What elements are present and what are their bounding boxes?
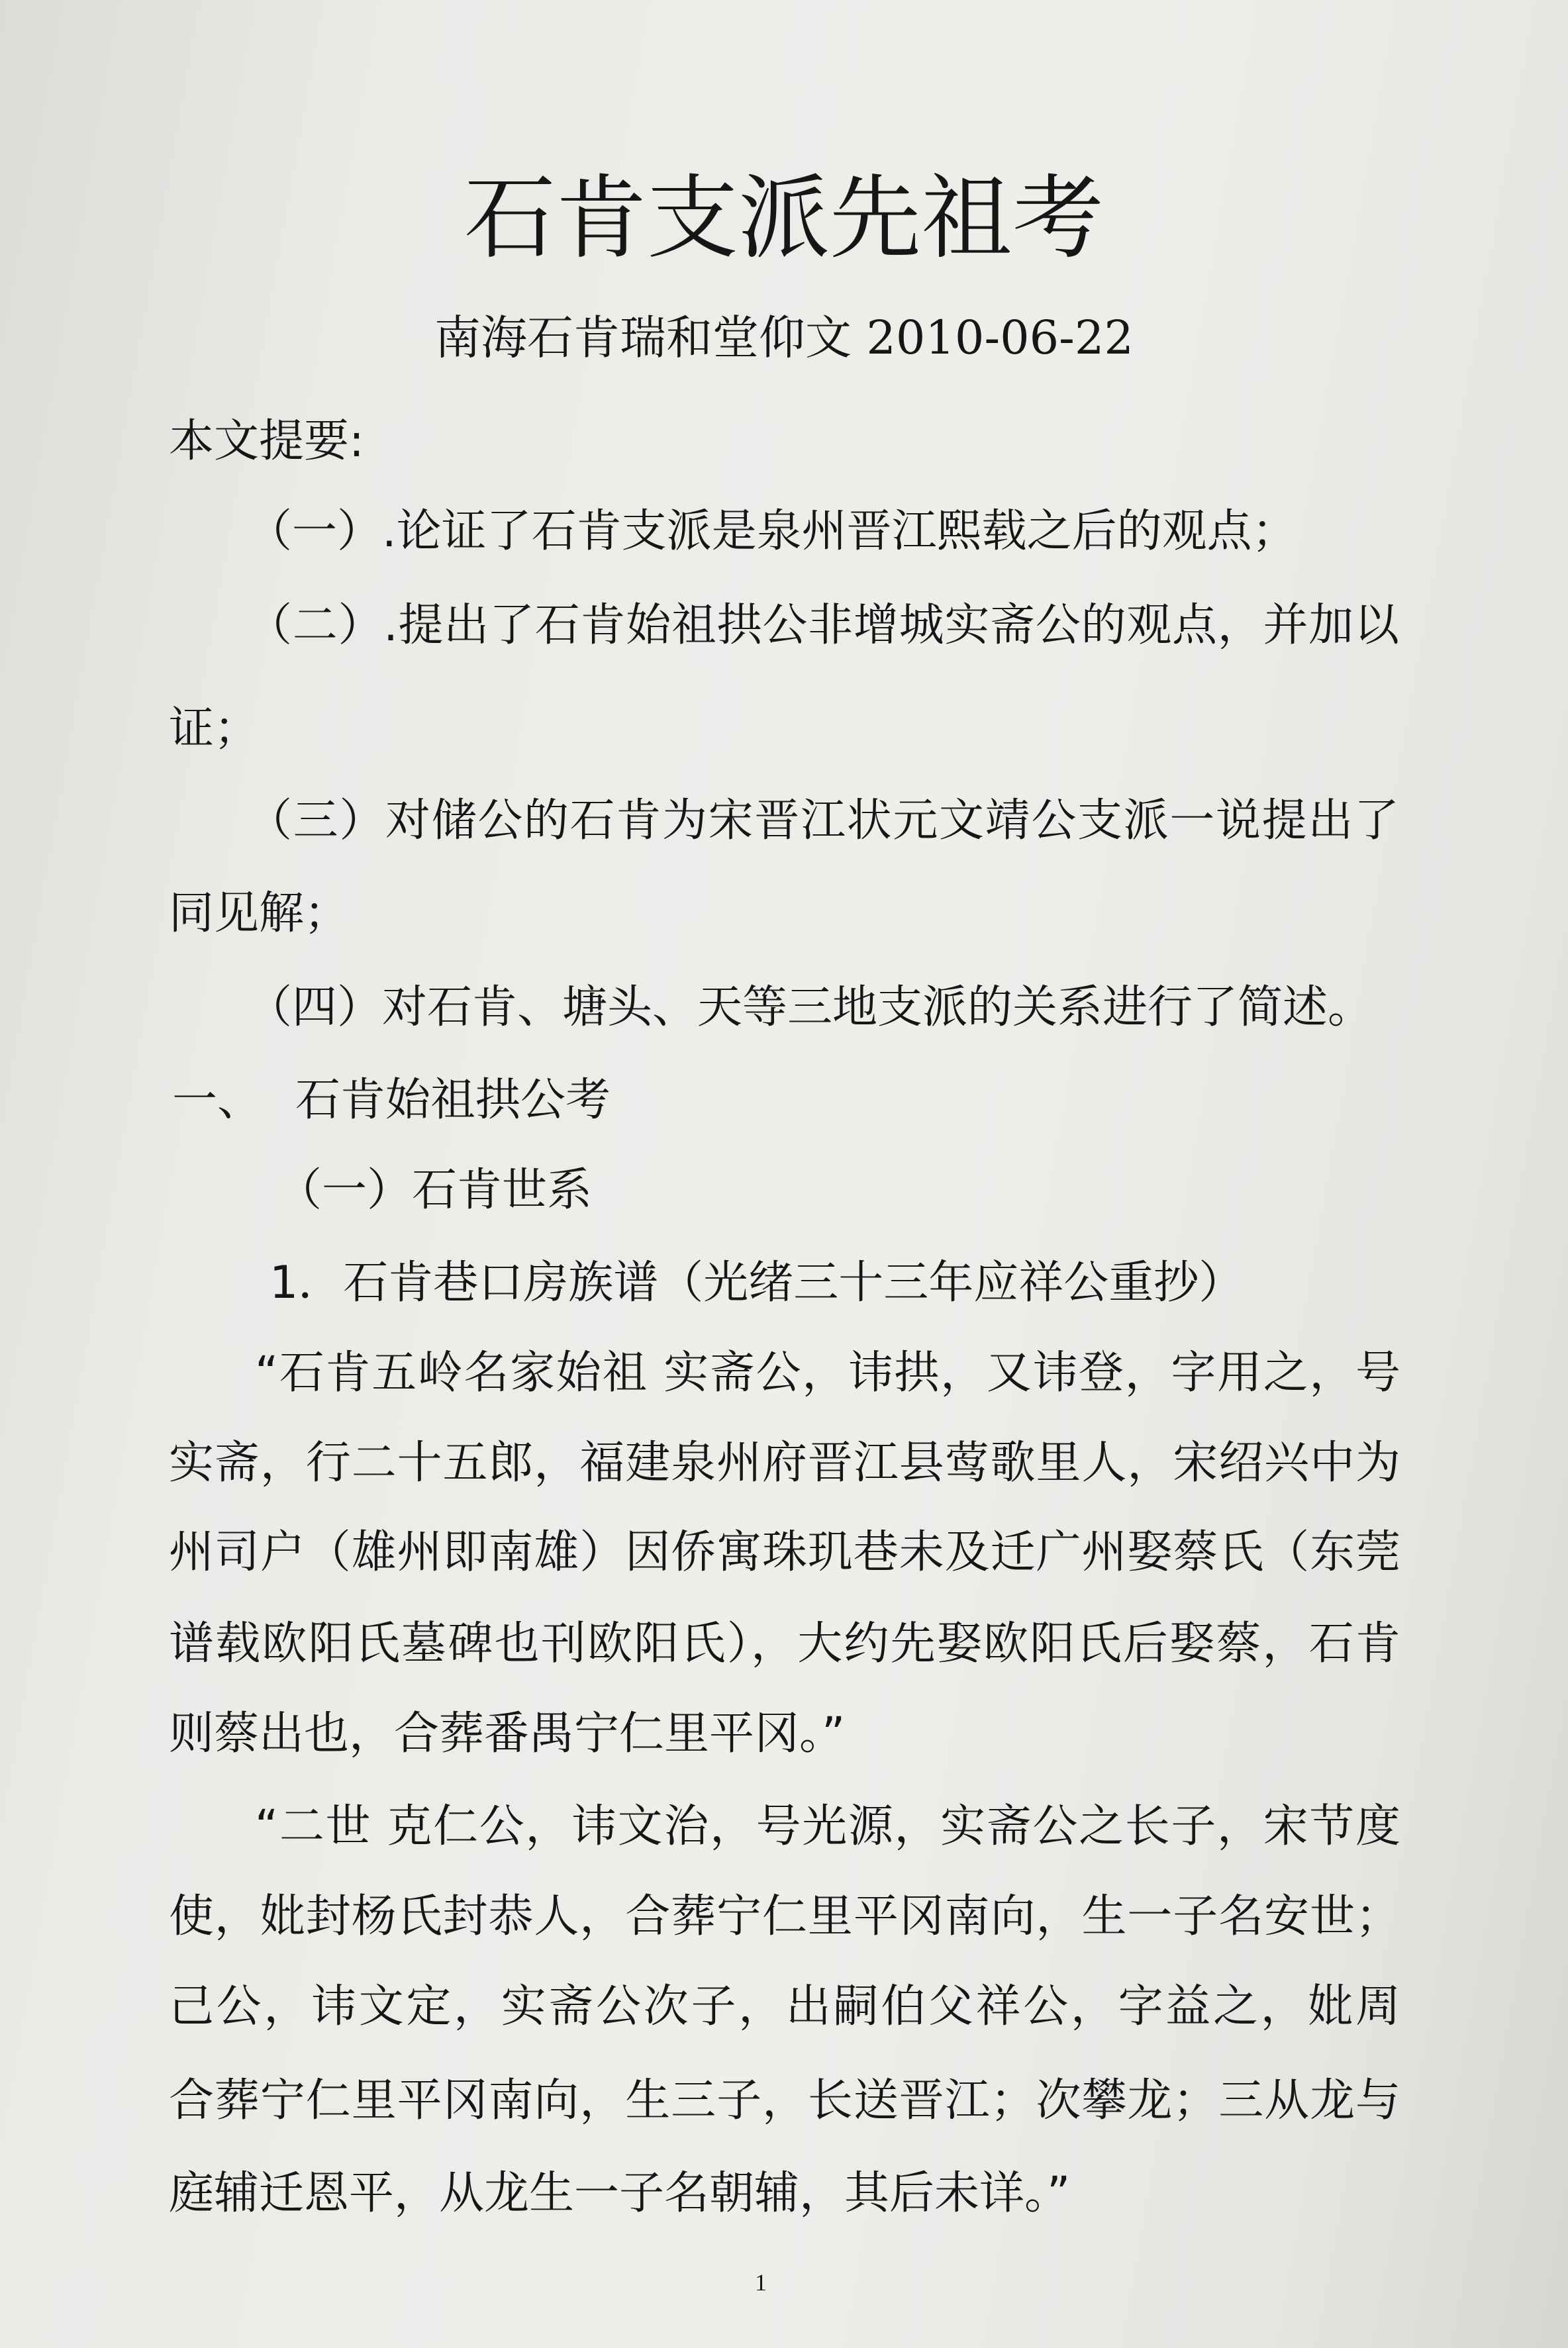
- paragraph-line: “二世 克仁公，讳文治，号光源，实斋公之长子，宋节度: [255, 1800, 1400, 1853]
- abstract-line: （一）.论证了石肯支派是泉州晋江熙载之后的观点；: [247, 505, 1297, 558]
- paragraph-line: 庭辅迁恩平，从龙生一子名朝辅，其后未详。”: [169, 2167, 1071, 2220]
- section-number: 一、: [172, 1074, 263, 1126]
- paragraph-line: 使，妣封杨氏封恭人，合葬宁仁里平冈南向，生一子名安世；: [169, 1890, 1400, 1943]
- paragraph-line: 州司户（雄州即南雄）因侨寓珠玑巷未及迁广州娶蔡氏（东莞: [169, 1526, 1400, 1579]
- subsection-heading: （一）石肯世系: [277, 1164, 593, 1216]
- abstract-line: （三）对储公的石肯为宋晋江状元文靖公支派一说提出了: [247, 795, 1399, 847]
- section-heading: 石肯始祖拱公考: [295, 1074, 611, 1126]
- paragraph-line: 实斋，行二十五郎，福建泉州府晋江县莺歌里人，宋绍兴中为: [169, 1437, 1400, 1489]
- paragraph-line: 则蔡出也，合葬番禺宁仁里平冈。”: [169, 1708, 846, 1760]
- document-subtitle: 南海石肯瑞和堂仰文 2010-06-22: [434, 311, 1134, 365]
- paragraph-line: 谱载欧阳氏墓碑也刊欧阳氏），大约先娶欧阳氏后娶蔡，石肯: [169, 1618, 1400, 1670]
- paragraph-line: “石肯五岭名家始祖 实斋公，讳拱，又讳登，字用之，号: [255, 1347, 1400, 1399]
- abstract-line: （四）对石肯、塘头、天等三地支派的关系进行了简述。: [247, 981, 1373, 1034]
- page-number: 1: [755, 2269, 767, 2296]
- paragraph-line: 己公，讳文定，实斋公次子，出嗣伯父祥公，字益之，妣周: [169, 1981, 1400, 2033]
- abstract-line: 同见解；: [169, 887, 350, 940]
- item-heading: 1．石肯巷口房族谱（光绪三十三年应祥公重抄）: [270, 1257, 1244, 1309]
- abstract-line: 证；: [169, 703, 260, 755]
- abstract-line: （二）.提出了石肯始祖拱公非增城实斋公的观点，并加以: [247, 599, 1399, 652]
- abstract-heading: 本文提要:: [169, 415, 364, 467]
- document-title: 石肯支派先祖考: [464, 165, 1104, 271]
- paragraph-line: 合葬宁仁里平冈南向，生三子，长送晋江；次攀龙；三从龙与: [169, 2075, 1400, 2127]
